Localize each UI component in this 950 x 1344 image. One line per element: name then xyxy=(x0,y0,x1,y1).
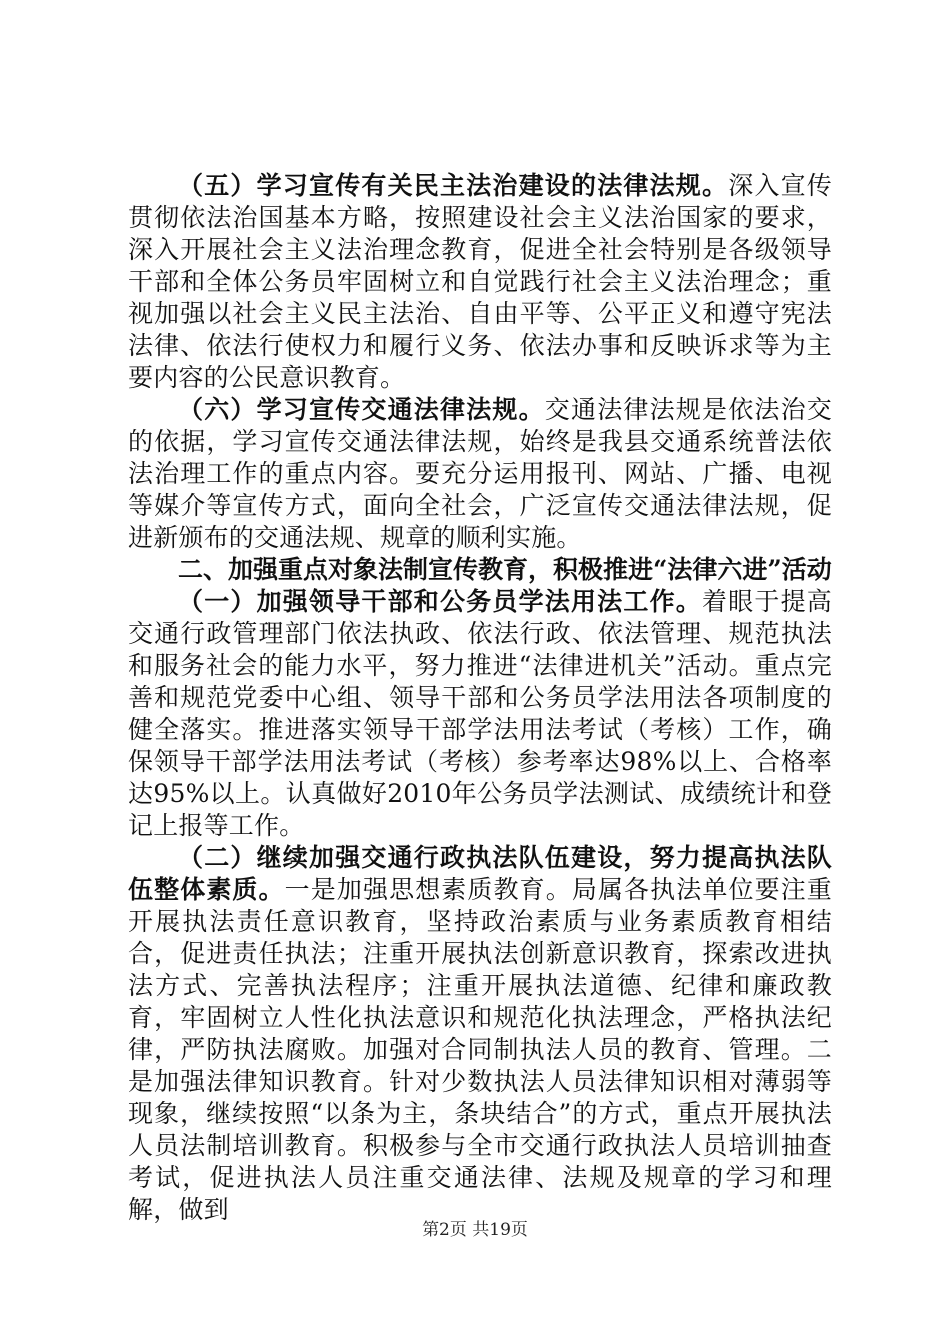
paragraph-six-heading: （六）学习宣传交通法律法规。 xyxy=(178,395,545,424)
page-footer: 第2页 共19页 xyxy=(422,1220,528,1240)
paragraph-five xyxy=(128,170,832,394)
paragraph-one xyxy=(128,586,832,842)
paragraph-two xyxy=(128,842,832,1226)
paragraph-two-heading: （二）继续加强交通行政执法队伍建设，努力提高执法队伍整体素质。 xyxy=(128,843,832,904)
paragraph-one-text: 着眼于提高交通行政管理部门依法执政、依法行政、依法管理、规范执法和服务社会的能力水平，努力推进“法律进机关”活动。重点完善和规范党委中心组、领导干部和公务员学法用法各项制度的健全落实。推进落实领导干部学法用法考试（考核）工作，确保领导干部学法用法考试（考核）参考率达98%以上、合格率达95%以上。认真做好2010年公务员学法测试、成绩统计和登记上报等工作。 xyxy=(128,587,832,840)
paragraph-six-text: 交通法律法规是依法治交的依据，学习宣传交通法律法规，始终是我县交通系统普法依法治理工作的重点内容。要充分运用报刊、网站、广播、电视等媒介等宣传方式，面向全社会，广泛宣传交通法律法规，促进新颁布的交通法规、规章的顺利实施。 xyxy=(128,395,832,552)
paragraph-five-heading: （五）学习宣传有关民主法治建设的法律法规。 xyxy=(178,171,729,200)
section-heading: 二、加强重点对象法制宣传教育，积极推进“法律六进”活动 xyxy=(178,555,832,584)
paragraph-six xyxy=(128,394,832,554)
document-body xyxy=(128,170,832,1226)
paragraph-two-text: 一是加强思想素质教育。局属各执法单位要注重开展执法责任意识教育，坚持政治素质与业务素质教育相结合，促进责任执法；注重开展执法创新意识教育，探索改进执法方式、完善执法程序；注重开展执法道德、纪律和廉政教育，牢固树立人性化执法意识和规范化执法理念，严格执法纪律，严防执法腐败。加强对合同制执法人员的教育、管理。二是加强法律知识教育。针对少数执法人员法律知识相对薄弱等现象，继续按照“以条为主，条块结合”的方式，重点开展执法人员法制培训教育。积极参与全市交通行政执法人员培训抽查考试，促进执法人员注重交通法律、法规及规章的学习和理解，做到 xyxy=(128,875,833,1224)
paragraph-one-heading: （一）加强领导干部和公务员学法用法工作。 xyxy=(178,587,702,616)
paragraph-five-text: 深入宣传贯彻依法治国基本方略，按照建设社会主义法治国家的要求，深入开展社会主义法治理念教育，促进全社会特别是各级领导干部和全体公务员牢固树立和自觉践行社会主义法治理念；重视加强以社会主义民主法治、自由平等、公平正义和遵守宪法法律、依法行使权力和履行义务、依法办事和反映诉求等为主要内容的公民意识教育。 xyxy=(128,171,833,392)
